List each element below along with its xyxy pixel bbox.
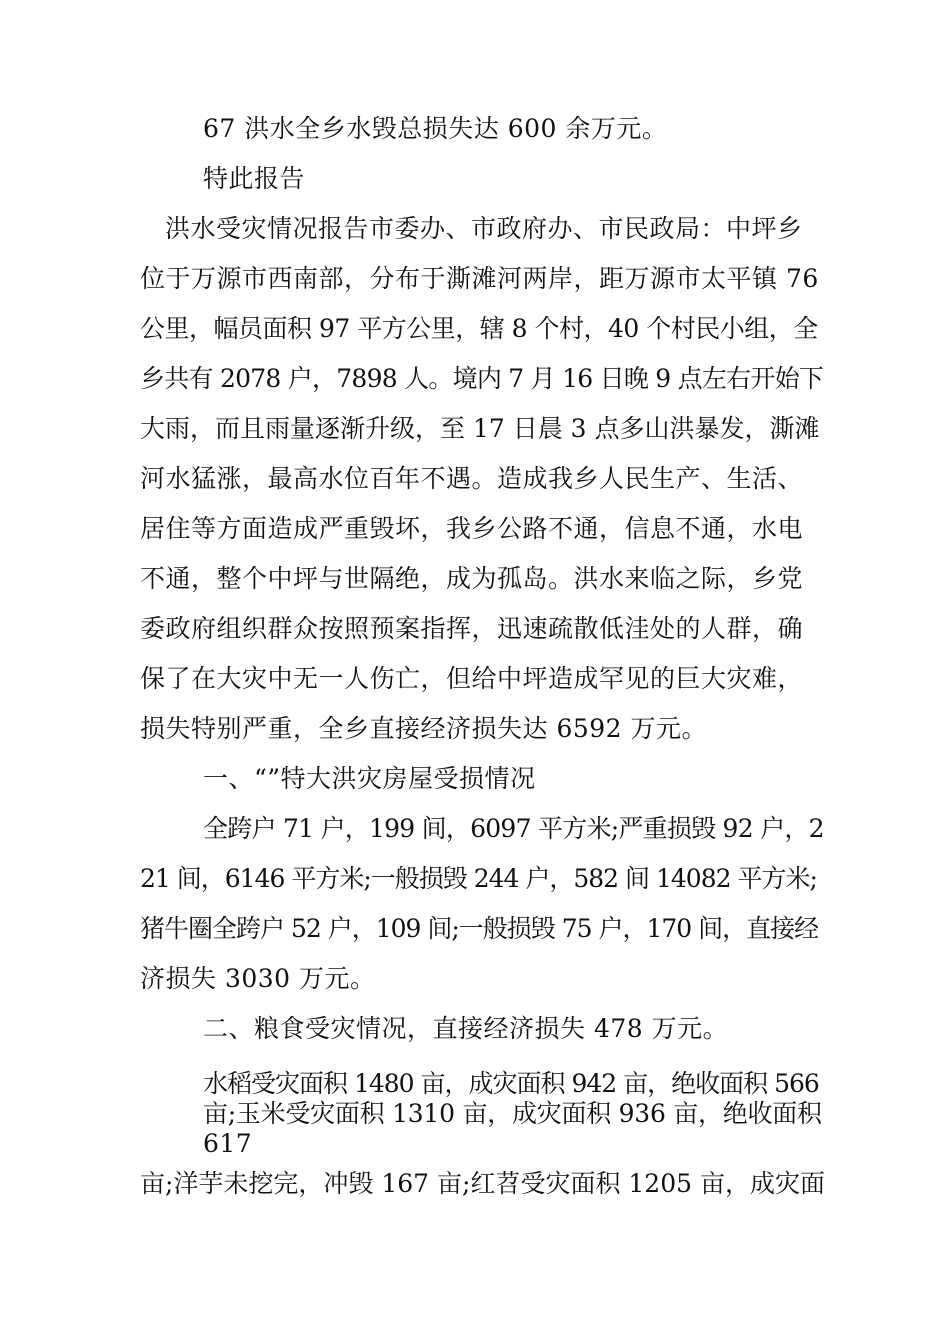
text-line-13: 损失特别严重，全乡直接经济损失达 6592 万元。: [140, 714, 708, 743]
text-line-5: 公里，幅员面积 97 平方公里，辖 8 个村，40 个村民小组，全: [140, 314, 818, 343]
text-line-10: 不通，整个中坪与世隔绝，成为孤岛。洪水来临之际，乡党: [140, 564, 804, 593]
text-line-9: 居住等方面造成严重毁坏，我乡公路不通，信息不通，水电: [140, 514, 804, 543]
text-line-22: 617: [203, 1129, 253, 1158]
text-line-18: 济损失 3030 万元。: [140, 964, 376, 993]
text-line-3: 洪水受灾情况报告市委办、市政府办、市民政局：中坪乡: [165, 214, 803, 243]
text-line-20: 水稻受灾面积 1480 亩，成灾面积 942 亩，绝收面积 566: [203, 1069, 819, 1098]
text-line-2: 特此报告: [203, 164, 306, 193]
text-line-6: 乡共有 2078 户，7898 人。境内 7 月 16 日晚 9 点左右开始下: [140, 364, 824, 393]
text-line-12: 保了在大灾中无一人伤亡，但给中坪造成罕见的巨大灾难，: [140, 664, 804, 693]
text-line-8: 河水猛涨，最高水位百年不遇。造成我乡人民生产、生活、: [140, 464, 804, 493]
text-line-15: 全跨户 71 户，199 间，6097 平方米;严重损毁 92 户，2: [203, 814, 824, 843]
text-line-21: 亩;玉米受灾面积 1310 亩，成灾面积 936 亩，绝收面积: [203, 1099, 822, 1128]
section-heading-1: 一、“”特大洪灾房屋受损情况: [203, 764, 536, 793]
text-line-16: 21 间，6146 平方米;一般损毁 244 户，582 间 14082 平方米;: [140, 864, 817, 893]
text-line-17: 猪牛圈全跨户 52 户，109 间;一般损毁 75 户，170 间，直接经: [140, 914, 819, 943]
text-line-23: 亩;洋芋未挖完，冲毁 167 亩;红苕受灾面积 1205 亩，成灾面: [140, 1169, 825, 1198]
text-line-11: 委政府组织群众按照预案指挥，迅速疏散低洼处的人群，确: [140, 614, 804, 643]
text-line-4: 位于万源市西南部，分布于澌滩河两岸，距万源市太平镇 76: [140, 264, 819, 293]
section-heading-2: 二、粮食受灾情况，直接经济损失 478 万元。: [203, 1014, 729, 1043]
text-line-7: 大雨，而且雨量逐渐升级，至 17 日晨 3 点多山洪暴发，澌滩: [140, 414, 820, 443]
text-line-1: 67 洪水全乡水毁总损失达 600 余万元。: [203, 114, 668, 143]
